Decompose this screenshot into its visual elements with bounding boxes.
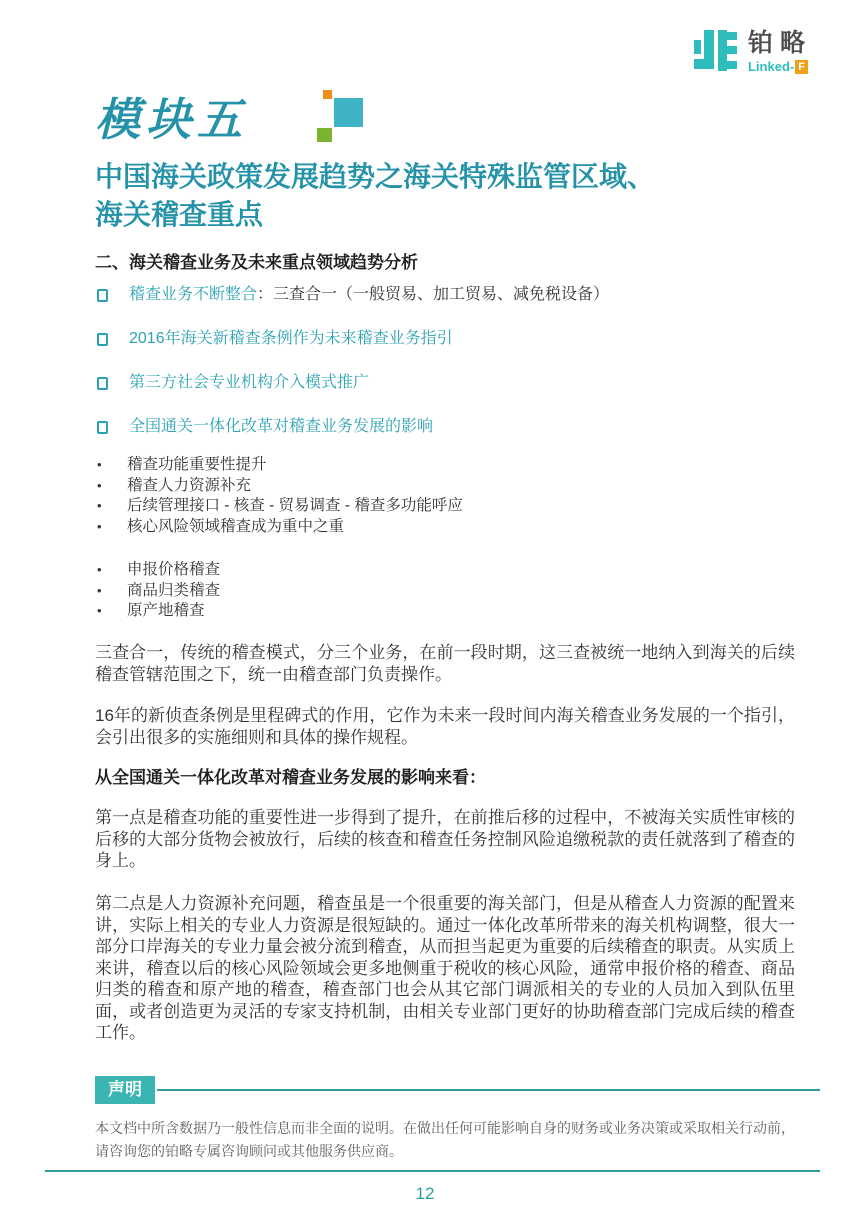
list-item: • 稽查人力资源补充 [97,476,463,497]
list-item: • 原产地稽查 [97,601,220,622]
checklist-item [97,330,609,348]
checklist-item-text [129,286,609,304]
statement-divider [157,1089,820,1091]
checkbox-icon [97,377,108,390]
key-points-checklist [97,286,609,462]
footer-divider [45,1170,820,1172]
brand-name-english [748,59,812,74]
paragraph: 16年的新侦查条例是里程碑式的作用，它作为未来一段时间内海关稽查业务发展的一个指引，会引出很多的实施细则和具体的操作规程。 [95,706,795,747]
checklist-item-highlight: 稽查业务不断整合 [129,286,258,303]
list-item: • 后续管理接口 - 核查 - 贸易调查 - 稽查多功能呼应 [97,496,463,517]
disclaimer-line1: 本文档中所含数据乃一般性信息而非全面的说明。在做出任何可能影响自身的财务或业务决策或采取相关行动前， [95,1120,795,1136]
deco-square-blue-icon [334,98,363,127]
checklist-item-text [129,330,453,348]
list-item: • 稽查功能重要性提升 [97,455,463,476]
paragraph-bold-heading: 从全国通关一体化改革对稽查业务发展的影响来看： [95,768,486,787]
page-subtitle-line2: 海关稽查重点 [95,198,264,231]
page-subtitle-line1: 中国海关政策发展趋势之海关特殊监管区域、 [95,160,656,193]
deco-square-green-icon [317,128,332,142]
list-item: • 申报价格稽查 [97,560,220,581]
page-subtitle [95,158,655,234]
checklist-item-text [129,374,369,392]
checkbox-icon [97,289,108,302]
bullet-list-audit-trends [97,455,463,537]
brand-f-badge: F [795,60,808,74]
list-item: • 商品归类稽查 [97,581,220,602]
bullet-list-audit-types [97,560,220,622]
checkbox-icon [97,421,108,434]
deco-square-orange-icon [323,90,332,99]
linked-f-logo-icon [693,30,737,72]
checklist-item-rest: ：三查合一（一般贸易、加工贸易、减免税设备） [257,286,610,303]
checklist-item-highlight: 全国通关一体化改革对稽查业务发展的影响 [129,418,434,435]
brand-name-chinese: 铂略 [747,29,812,57]
brand-name-english-text: Linked- [747,59,795,74]
checklist-item-highlight: 第三方社会专业机构介入模式推广 [129,374,370,391]
page-number: 12 [415,1184,435,1203]
paragraph: 三查合一，传统的稽查模式，分三个业务，在前一段时期，这三查被统一地纳入到海关的后续稽查管辖范围之下，统一由稽查部门负责操作。 [95,643,795,684]
brand-logo [693,30,812,74]
list-item: • 核心风险领域稽查成为重中之重 [97,517,463,538]
brand-name [748,30,812,74]
checklist-item-text [129,418,433,436]
checklist-item-highlight: 2016年海关新稽查条例作为未来稽查业务指引 [129,330,453,347]
disclaimer-text [95,1117,795,1163]
checkbox-icon [97,333,108,346]
checklist-item [97,418,609,436]
paragraph: 第二点是人力资源补充问题，稽查虽是一个很重要的海关部门，但是从稽查人力资源的配置来讲，实际上相关的专业人力资源是很短缺的。通过一体化改革所带来的海关机构调整，很大一部分口岸海关的专业力量会被分流到稽查，从而担当起更为重要的后续稽查的职责。从实质上来讲，稽查以后的核心风险领域会更多地侧重于税收的核心风险，通常申报价格的稽查、商品归类的稽查和原产地的稽查，稽查部门也会从其它部门调派相关的专业的人员加入到队伍里面，或者创造更为灵活的专家支持机制，由相关专业部门更好的协助稽查部门完成后续的稽查工作。 [95,894,795,1042]
page-title: 模块五 [95,93,249,146]
checklist-item [97,286,609,304]
statement-badge: 声明 [95,1076,155,1104]
checklist-item [97,374,609,392]
disclaimer-line2: 请咨询您的铂略专属咨询顾问或其他服务供应商。 [95,1143,403,1159]
section-heading: 二、海关稽查业务及未来重点领域趋势分析 [95,253,418,272]
paragraph: 第一点是稽查功能的重要性进一步得到了提升，在前推后移的过程中，不被海关实质性审核的后移的大部分货物会被放行，后续的核查和稽查任务控制风险追缴税款的责任就落到了稽查的身上。 [95,808,795,870]
